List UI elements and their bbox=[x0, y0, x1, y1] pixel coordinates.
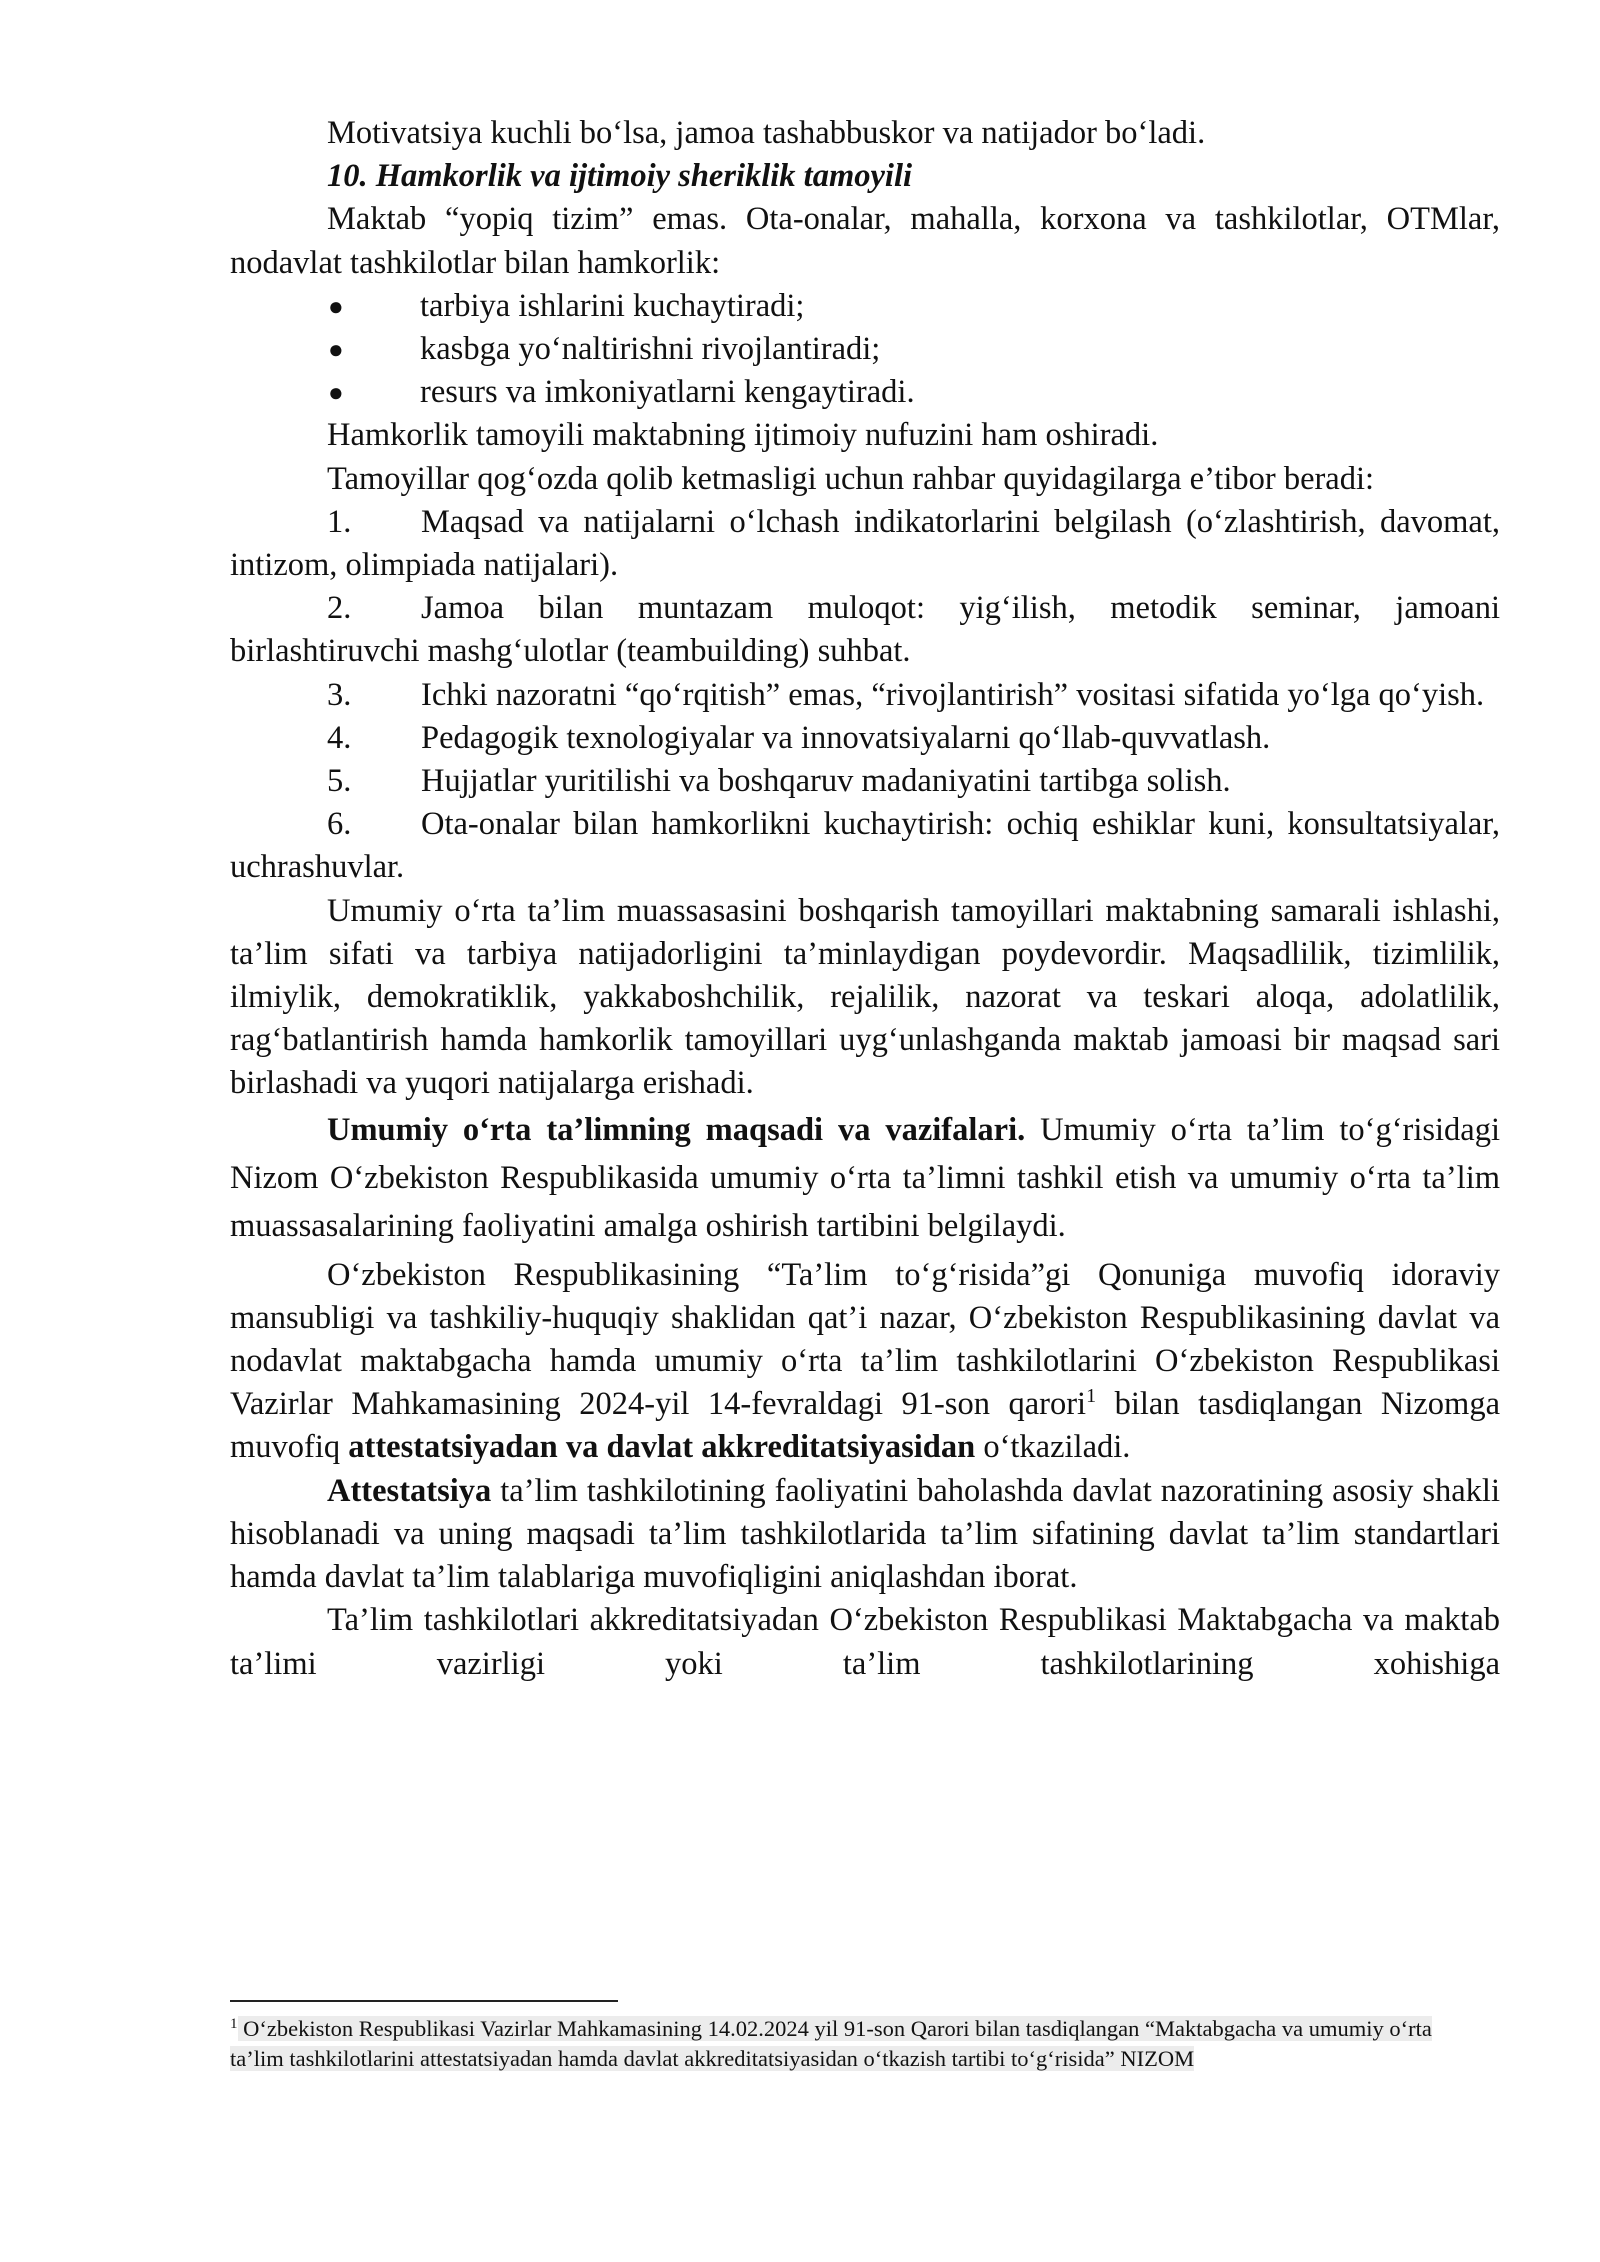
paragraph-cooperation: Hamkorlik tamoyili maktabning ijtimoiy nufuzini ham oshiradi. bbox=[327, 417, 1159, 454]
paragraph-principles: Tamoyillar qog‘ozda qolib ketmasligi uchun rahbar quyidagilarga e’tibor beradi: bbox=[327, 460, 1375, 497]
paragraph-summary: Umumiy o‘rta ta’lim muassasasini boshqarish tamoyillari maktabning samarali ishlashi, ta’lim sifati va tarbiya natijadorligini ta’minlaydigan poydevordir. Maqsadlilik, tizimlilik, ilmiylik, demokratiklik, yakkaboshchilik, rejalilik, nazorat va teskari aloqa, adolatlilik, rag‘batlantirish hamda hamkorlik tamoyillari uyg‘unlashganda maktab jamoasi bir maqsad sari birlashadi va yuqori natijalarga erishadi. bbox=[230, 892, 1500, 1102]
footnote-mark: 1 bbox=[230, 2016, 238, 2032]
paragraph-closed-system: Maktab “yopiq tizim” emas. Ota-onalar, mahalla, korxona va tashkilotlar, OTMlar, nodavlat tashkilotlar bilan hamkorlik: bbox=[230, 201, 1500, 281]
numbered-item-2: 2. Jamoa bilan muntazam muloqot: yig‘ilish, metodik seminar, jamoani birlashtiruvchi mashg‘ulotlar (teambuilding) suhbat. bbox=[230, 590, 1500, 670]
goals-heading: Umumiy o‘rta ta’limning maqsadi va vazifalari. bbox=[327, 1111, 1026, 1148]
numbered-item-3: 3. Ichki nazoratni “qo‘rqitish” emas, “rivojlantirish” vositasi sifatida yo‘lga qo‘yish. bbox=[327, 676, 1485, 713]
footnote-divider bbox=[230, 2000, 618, 2002]
footnote-reference[interactable]: 1 bbox=[1086, 1385, 1097, 1408]
list-item: ● kasbga yo‘naltirishni rivojlantiradi; bbox=[230, 328, 1500, 371]
document-page bbox=[230, 112, 1500, 1686]
numbered-item-1: 1. Maqsad va natijalarni o‘lchash indikatorlarini belgilash (o‘zlashtirish, davomat, intizom, olimpiada natijalari). bbox=[230, 503, 1500, 584]
footnote-text: O‘zbekiston Respublikasi Vazirlar Mahkamasining 14.02.2024 yil 91-son Qarori bilan tasdiqlangan “Maktabgacha va umumiy o‘rta ta’lim tashkilotlarini attestatsiyadan hamda davlat akkreditatsiyasidan o‘tkazish tartibi to‘g‘risida” NIZOM bbox=[230, 2016, 1432, 2071]
numbered-item-5: 5. Hujjatlar yuritilishi va boshqaruv madaniyatini tartibga solish. bbox=[327, 763, 1231, 800]
footnote bbox=[230, 2014, 1485, 2073]
numbered-item-6: 6. Ota-onalar bilan hamkorlikni kuchaytirish: ochiq eshiklar kuni, konsultatsiyalar, uchrashuvlar. bbox=[230, 806, 1500, 886]
bullet-icon: ● bbox=[328, 378, 344, 408]
list-item: ● tarbiya ishlarini kuchaytiradi; bbox=[230, 285, 1500, 328]
bullet-icon: ● bbox=[328, 291, 344, 321]
bullet-list bbox=[230, 285, 1500, 415]
attestation-term: Attestatsiya bbox=[327, 1472, 492, 1509]
numbered-item-4: 4. Pedagogik texnologiyalar va innovatsiyalarni qo‘llab-quvvatlash. bbox=[327, 719, 1271, 756]
paragraph-attestation-definition: Attestatsiya ta’lim tashkilotining faoliyatini baholashda davlat nazoratining asosiy shakli hisoblanadi va uning maqsadi ta’lim tashkilotlarida ta’lim sifatining davlat ta’lim standartlari hamda davlat ta’lim talablariga muvofiqligini aniqlashdan iborat. bbox=[230, 1472, 1500, 1596]
paragraph-goals: Umumiy o‘rta ta’limning maqsadi va vazifalari. Umumiy o‘rta ta’lim to‘g‘risidagi Nizom O‘zbekiston Respublikasida umumiy o‘rta ta’limni tashkil etish va umumiy o‘rta ta’lim muassasalarining faoliyatini amalga oshirish tartibini belgilaydi. bbox=[230, 1111, 1500, 1244]
list-item: ● resurs va imkoniyatlarni kengaytiradi. bbox=[230, 371, 1500, 414]
paragraph-accreditation: Ta’lim tashkilotlari akkreditatsiyadan O‘zbekiston Respublikasi Maktabgacha va maktab ta’limi vazirligi yoki ta’lim tashkilotlarining xohishiga bbox=[230, 1602, 1500, 1682]
bullet-icon: ● bbox=[328, 335, 344, 365]
paragraph-attestation-law: O‘zbekiston Respublikasining “Ta’lim to‘g‘risida”gi Qonuniga muvofiq idoraviy mansubligi va tashkiliy-huquqiy shaklidan qat’i nazar, O‘zbekiston Respublikasining davlat va nodavlat maktabgacha hamda umumiy o‘rta ta’lim tashkilotlarini O‘zbekiston Respublikasi Vazirlar Mahkamasining 2024-yil 14-fevraldagi 91-son qarori$^1$ bilan tasdiqlangan Nizomga muvofiq attestatsiyadan va davlat akkreditatsiyasidan o‘tkaziladi. bbox=[230, 1256, 1500, 1466]
section-heading-10: 10. Hamkorlik va ijtimoiy sheriklik tamoyili bbox=[327, 158, 912, 195]
paragraph-motivation: Motivatsiya kuchli bo‘lsa, jamoa tashabbuskor va natijador bo‘ladi. bbox=[327, 115, 1206, 151]
